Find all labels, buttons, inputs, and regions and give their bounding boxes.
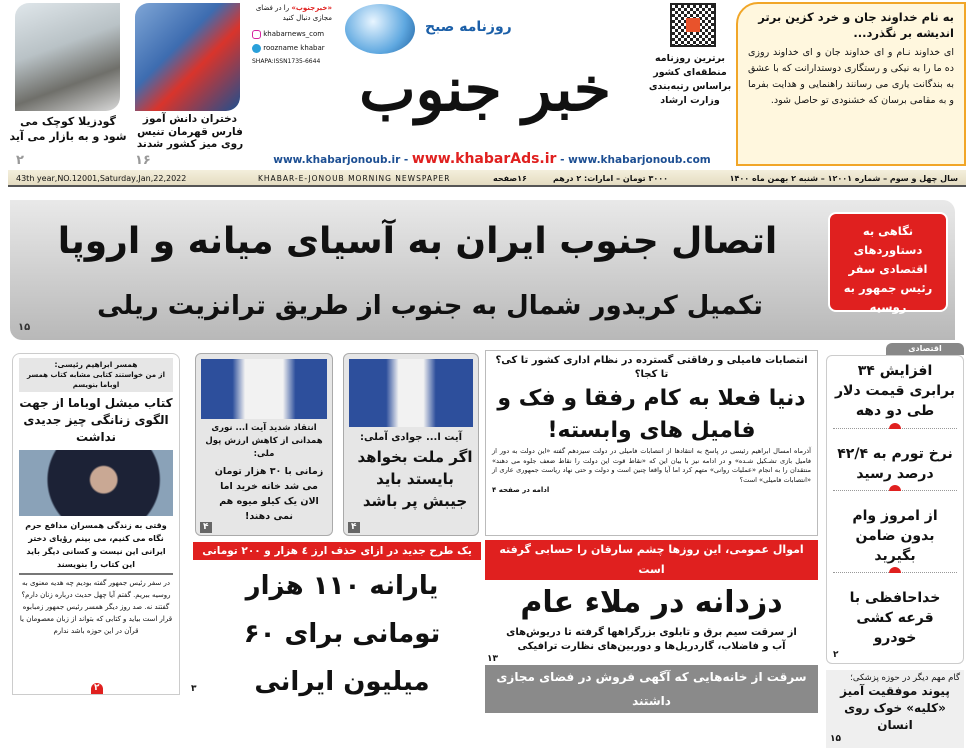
javadi-story[interactable]: [343, 353, 479, 536]
nepotism-body: آذرماه امسال ابراهیم رئیسی در پاسخ به انتقادها از انتصابات فامیلی در دولت سیزدهم گفته «این دولت به دور از فامیل بازی تشـکیل شـده» و در ادامه نیز با بیان این که «نقاط قوت این دولت را نقاط ضعف جلوه می دهند» منتقدان را به انجام «عملیات روانی» متهم کرد اما آیا واقعا چنین است و دولت و حتی نهاد ریاست جمهوری عاری از «انتصابات فامیلی» است؟: [492, 447, 811, 484]
page-number: ۲: [16, 153, 24, 168]
obama-sub: از من خواستند کتابی مشابه کتاب همسر اوباما بنویسم: [26, 371, 165, 389]
continued-link[interactable]: ادامه در صفحه ۴: [492, 486, 550, 494]
theft-headline: دزدانه در ملاء عام: [520, 585, 783, 620]
ads-link[interactable]: www.khabarAds.ir: [411, 151, 557, 167]
logo-text: خبر جنوب: [359, 55, 611, 125]
nepotism-story[interactable]: [485, 350, 818, 536]
page-number: ۱۳: [487, 654, 498, 664]
economy-item[interactable]: افزایش ۳۴ برابری قیمت دلار طی دو دهه: [834, 363, 956, 419]
obama-body: در سفر رئیس جمهور گفته بودیم چه هدیه معنوی به روسیه ببریم. گفتم آیا چهل حدیث درباره زنان دارم؟ گفتند نه. صد روز دیگر همسر رئیس جمهور زمبابوه قرار است بیاید و کتابی که بتواند از زبان معصومان یا قرآن در این حوزه باشد ندارم: [19, 579, 173, 635]
subsidy-story[interactable]: [193, 542, 481, 695]
social-intro: را در فضای مجازی دنبال کنید: [255, 4, 332, 22]
page-number: ۲: [91, 683, 103, 694]
invocation-body: ای خداوند نـام و ای خداوند جان و ای خداوند روزی ده ما را به نیکی و رستگاری دوستدارانت که با عشق به بندگانت یاری می رسانند راهنمایی و هدایت بفرما و به مقامی برسان که خشنودی تو حاصل شود.: [748, 47, 954, 106]
logo[interactable]: [340, 0, 630, 140]
social-box: [252, 3, 332, 67]
raisi-wife-photo: [19, 450, 173, 516]
teaser-caption[interactable]: گودزیلا کوچک می شود و به بازار می آید: [9, 115, 127, 143]
brand-name: «خبرجنوب»: [291, 4, 332, 12]
russia-trip-text: نگاهی به دستاوردهای اقتصادی سفر رئیس جمهور به روسیه: [843, 224, 933, 314]
page-number: ۱۶: [135, 153, 151, 168]
site-link[interactable]: www.khabarjonoub.ir -: [273, 154, 409, 166]
noori-headline: زمانی با ۳۰ هزار تومان می شد خانه خرید اما الان یک کیلو میوه هم نمی دهند!: [214, 466, 324, 522]
economy-item[interactable]: خداحافظی با قرعه کشی خودرو: [849, 590, 941, 646]
economy-box: [826, 355, 964, 664]
logo-subtitle: روزنامه صبح: [425, 19, 512, 35]
qr-code[interactable]: [670, 3, 716, 47]
economy-item[interactable]: از امروز وام بدون ضامن بگیرید: [852, 508, 938, 564]
health-box[interactable]: [826, 670, 964, 748]
nepotism-kicker: انتصابات فامیلی و رفاقتی گسترده در نظام اداری کشور تا کی؟ تا کجا؟: [495, 355, 808, 380]
noori-story[interactable]: [195, 353, 333, 536]
page-count: ۱۶صفحه: [493, 174, 527, 183]
issn: SHAPA:ISSN1735-6644: [252, 58, 321, 65]
globe-icon: [345, 4, 415, 54]
obama-kicker: همسر ابراهیم رئیسی:: [54, 360, 138, 369]
page-number: ۱۵: [18, 322, 31, 333]
theft-kicker: اموال عمومی، این روزها چشم سارقان را حسابی گرفته است: [485, 540, 818, 580]
godzilla-photo[interactable]: [15, 3, 120, 111]
english-date: 43th year,NO.12001,Saturday,Jan,22,2022: [16, 174, 187, 183]
javadi-headline: اگر ملت بخواهد بایستد باید جیبش پر باشد: [357, 448, 473, 510]
lead-subheadline: تکمیل کریدور شمال به جنوب از طریق ترانزیت ریلی: [97, 291, 763, 321]
theft-story[interactable]: [485, 540, 818, 708]
site-link[interactable]: - www.khabarjonoub.com: [560, 154, 711, 166]
health-kicker: گام مهم دیگر در حوزه پزشکی؛: [850, 673, 960, 683]
instagram-link[interactable]: khabarnews_com: [263, 30, 325, 38]
noori-kicker: انتقاد شدید آیت ا... نوری همدانی از کاهش ارزش پول ملی:: [205, 423, 323, 459]
obama-kicker-box: [19, 358, 173, 392]
date-bar: [8, 170, 966, 187]
lead-headline: اتصال جنوب ایران به آسیای میانه و اروپا: [57, 221, 778, 262]
subsidy-headline: یارانه ۱۱۰ هزار تومانی برای ۶۰ میلیون ایرانی: [243, 571, 441, 697]
page-number: ۳: [191, 684, 197, 694]
persian-date: سال چهل و سوم – شماره ۱۲۰۰۱ – شنبه ۲ بهمن ماه ۱۴۰۰: [729, 174, 958, 183]
invocation-box: [736, 2, 966, 166]
economy-item[interactable]: نرخ تورم به ۴۲/۴ درصد رسید: [837, 446, 953, 482]
telegram-link[interactable]: roozname khabar: [263, 44, 325, 52]
javadi-kicker: آیت ا... جوادی آملی:: [359, 432, 463, 443]
theft-body: از سرقت سیم برق و تابلوی بزرگراهها گرفته تا دریوش‌های آب و فاضلاب، گاردریل‌ها و دوربین‌های نظارت ترافیکی: [506, 627, 797, 652]
page-number: ۲: [833, 650, 839, 660]
url-line: [252, 151, 732, 167]
javadi-photo: [349, 359, 473, 427]
health-title: پیوند موفقیت آمیز «کلیه» خوک روی انسان: [840, 684, 950, 732]
page-number: ۴: [348, 522, 360, 533]
paper-name-latin: KHABAR-E-JONOUB MORNING NEWSPAPER: [258, 174, 451, 183]
obama-story[interactable]: [12, 353, 180, 695]
obama-headline: کتاب میشل اوباما از جهت الگوی زنانگی چیز جدیدی نداشت: [19, 396, 173, 444]
teaser-caption[interactable]: دختران دانش آموز فارس قهرمان تنیس روی میز کشور شدند: [136, 113, 244, 150]
economy-section: [826, 343, 964, 748]
section-label: اقتصادی: [886, 343, 964, 355]
subsidy-kicker: یک طرح جدید در ازای حذف ارز ٤ هزار و ۲۰۰ تومانی: [193, 542, 481, 560]
theft-bottom-headline[interactable]: سرقت از خانه‌هایی که آگهی فروش در فضای مجازی داشتند: [485, 665, 818, 713]
noori-photo: [201, 359, 327, 419]
russia-trip-box[interactable]: [828, 212, 948, 312]
nepotism-headline: دنیا فعلا به کام رفقا و فک و فامیل های وابسته!: [497, 386, 806, 443]
page-number: ۱۵: [830, 734, 841, 744]
table-tennis-photo[interactable]: [135, 3, 240, 111]
ranking-text: برترین روزنامه منطقه‌ای کشور براساس رتبه‌بندی وزارت ارشاد: [648, 53, 732, 106]
telegram-icon: [252, 44, 261, 53]
page-number: ۴: [200, 522, 212, 533]
invocation-title: به نام خداوند جان و خرد کزین برتر اندیشه بر نگذرد...: [758, 10, 954, 40]
obama-lead: وقتی به زندگی همسران مدافع حرم نگاه می کنیم، می بینم رؤیای دختر ایرانی این نیست و کسانی دیگر باید این کتاب را بنویسند: [19, 519, 173, 575]
instagram-icon: [252, 30, 261, 39]
price: ۳۰۰۰ تومان – امارات: ۲ درهم: [553, 174, 668, 183]
lead-banner[interactable]: [10, 200, 955, 340]
